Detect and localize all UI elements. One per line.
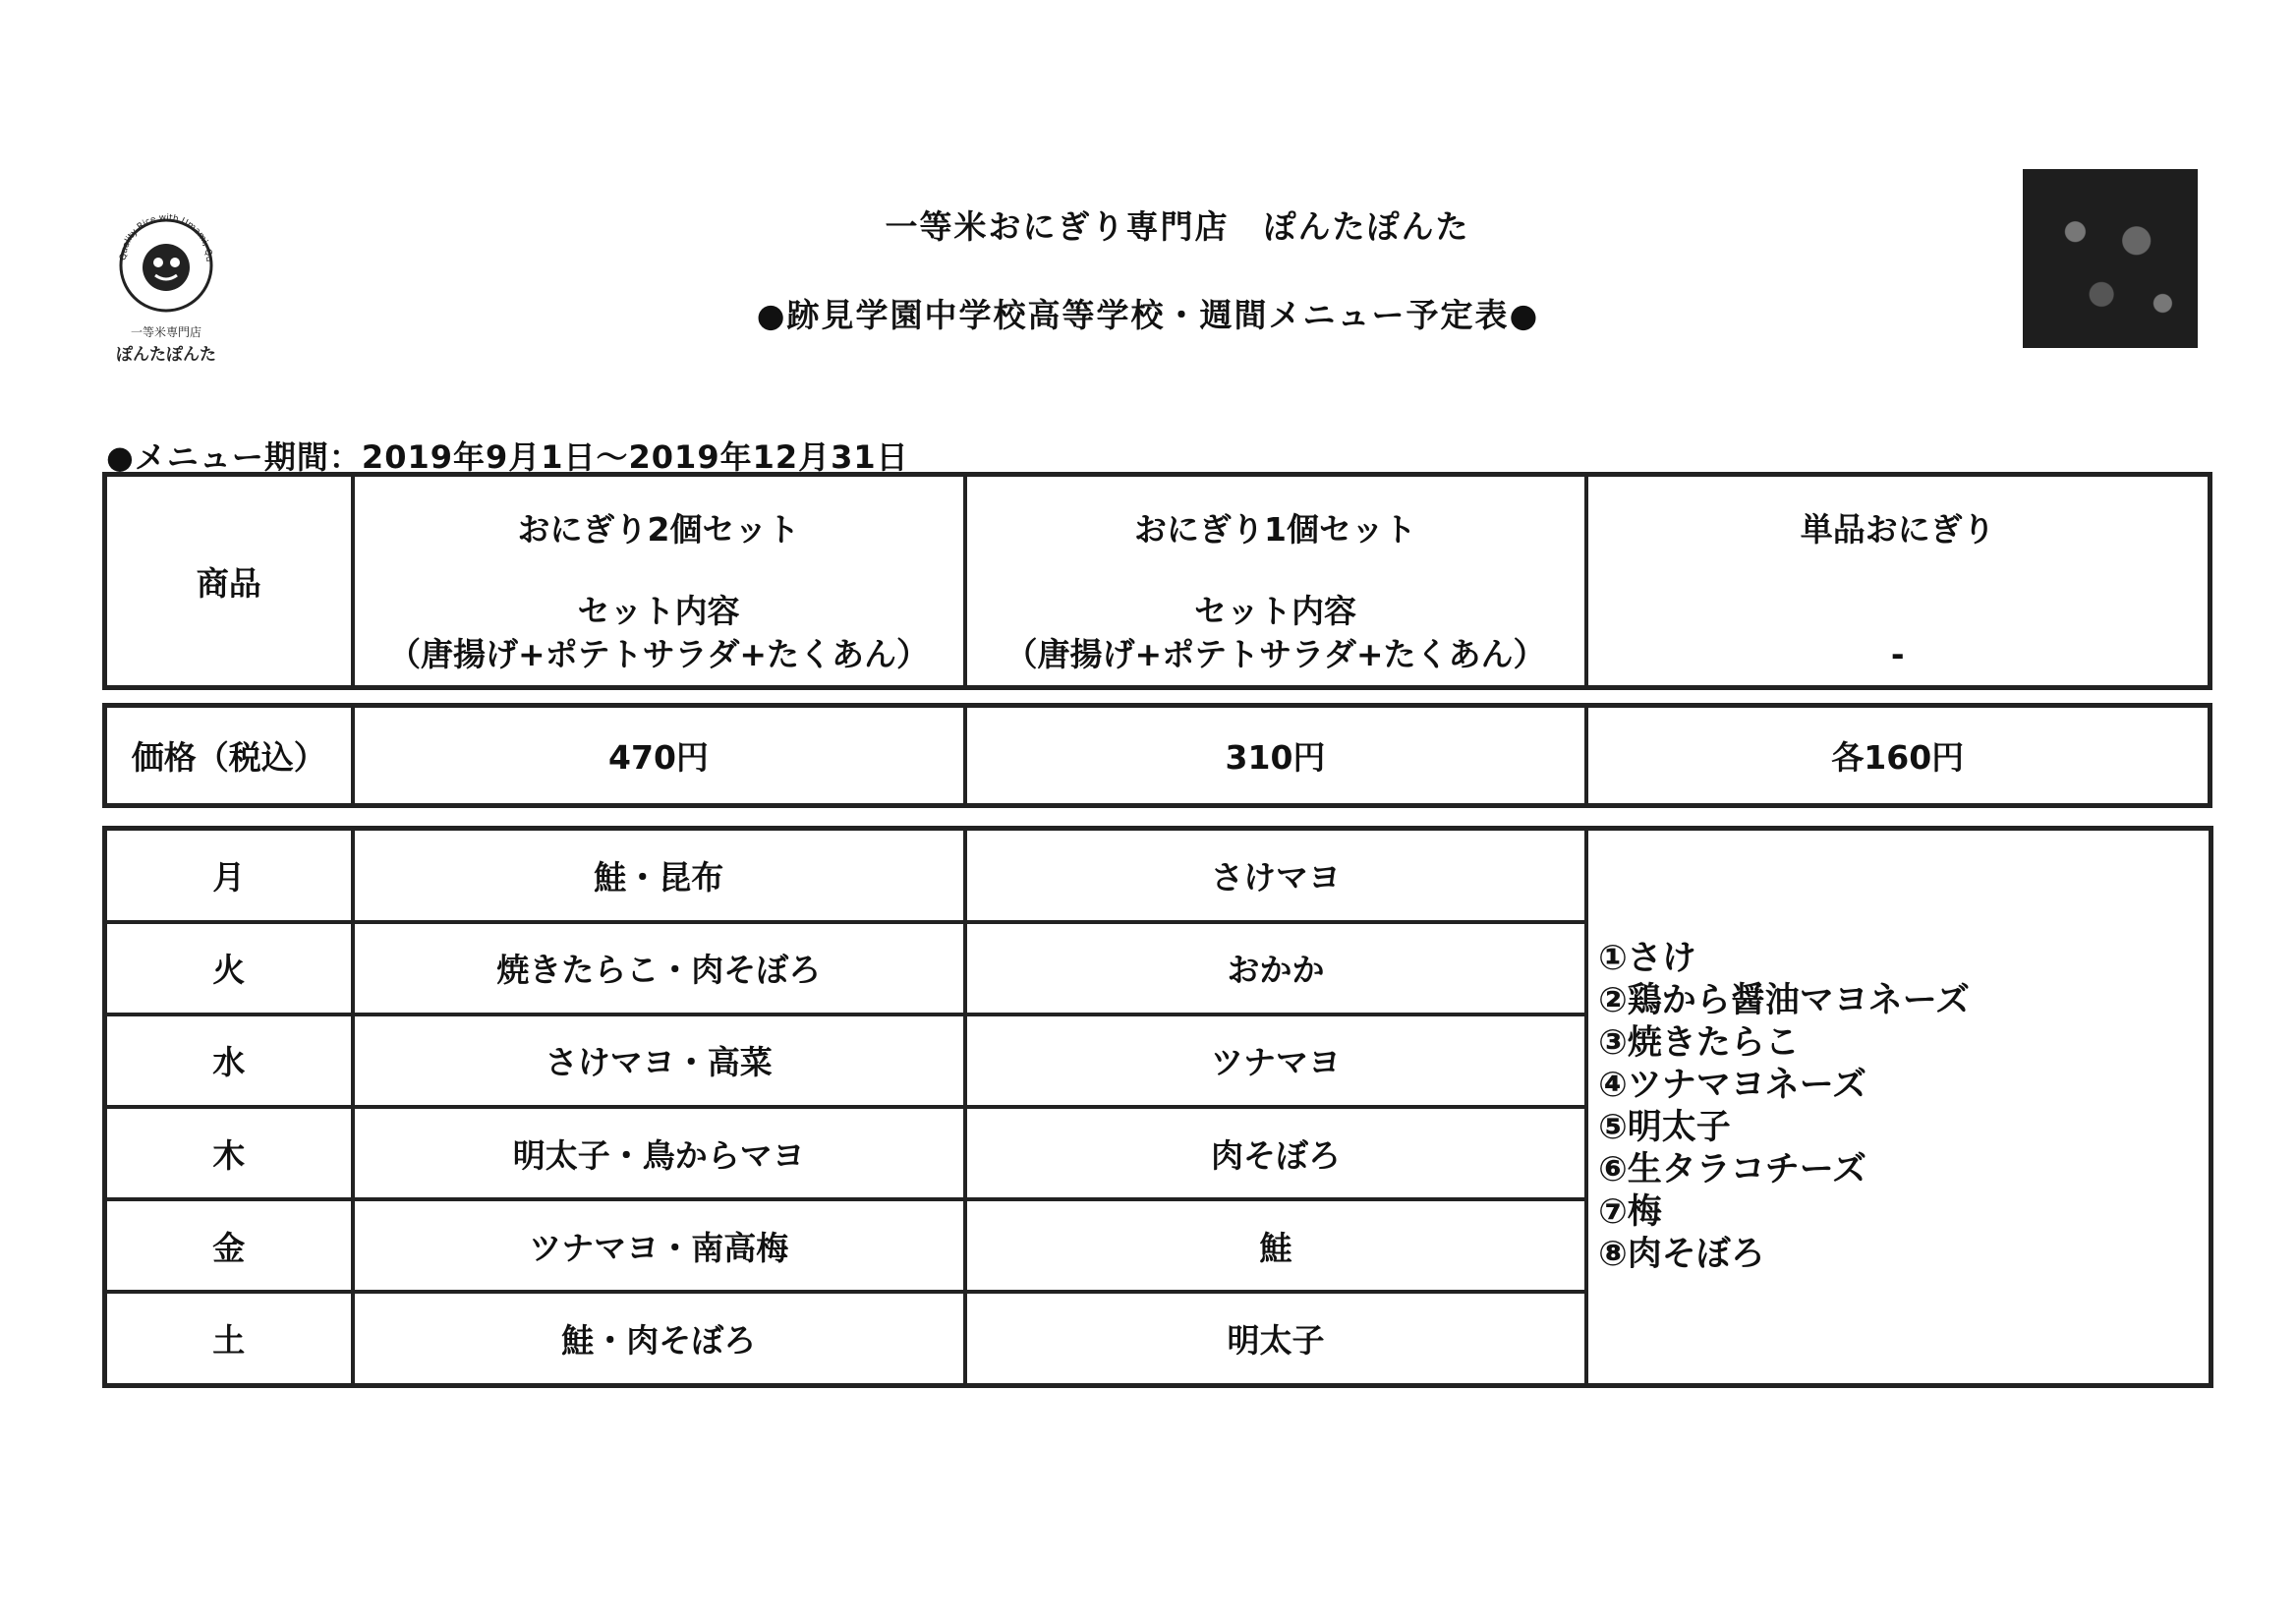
menu-period: ●メニュー期間：2019年9月1日～2019年12月31日 xyxy=(106,438,909,476)
product-detail: （唐揚げ+ポテトサラダ+たくあん） xyxy=(1004,635,1546,673)
logo-circle-text: Quality Rice with Umami, Qu xyxy=(118,212,214,262)
table-row xyxy=(105,829,2211,922)
set1-menu: ツナマヨ xyxy=(965,1014,1586,1107)
list-item: ⑥生タラコチーズ xyxy=(1598,1150,1867,1189)
product-set1-cell xyxy=(965,475,1586,688)
set2-menu: 明太子・鳥からマヨ xyxy=(353,1107,965,1199)
price-value: 310円 xyxy=(965,706,1586,806)
product-detail: - xyxy=(1890,635,1905,673)
product-detail: セット内容 xyxy=(1194,592,1356,630)
set2-menu: 鮭・肉そぼろ xyxy=(353,1292,965,1385)
product-set2-cell xyxy=(353,475,965,688)
set1-menu: 鮭 xyxy=(965,1199,1586,1292)
menu-title: ●跡見学園中学校高等学校・週間メニュー予定表● xyxy=(756,296,1540,334)
set1-menu: 明太子 xyxy=(965,1292,1586,1385)
set2-menu: さけマヨ・高菜 xyxy=(353,1014,965,1107)
set1-menu: おかか xyxy=(965,922,1586,1014)
price-value: 470円 xyxy=(353,706,965,806)
product-detail: （唐揚げ+ポテトサラダ+たくあん） xyxy=(388,635,929,673)
set2-menu: 焼きたらこ・肉そぼろ xyxy=(353,922,965,1014)
product-single-cell xyxy=(1586,475,2210,688)
price-value: 各160円 xyxy=(1586,706,2210,806)
product-name: おにぎり2個セット xyxy=(517,510,800,549)
list-item: ②鶏から醤油マヨネーズ xyxy=(1598,981,1971,1020)
set1-menu: 肉そぼろ xyxy=(965,1107,1586,1199)
day-label: 木 xyxy=(105,1107,353,1199)
list-item: ④ツナマヨネーズ xyxy=(1598,1066,1867,1105)
product-name: 単品おにぎり xyxy=(1800,510,1995,549)
product-header-label: 商品 xyxy=(105,475,353,688)
single-onigiri-list xyxy=(1586,829,2210,1386)
product-name: おにぎり1個セット xyxy=(1134,510,1416,549)
price-table xyxy=(102,703,2212,808)
list-item: ⑦梅 xyxy=(1598,1192,1662,1232)
day-label: 月 xyxy=(105,829,353,922)
set2-menu: 鮭・昆布 xyxy=(353,829,965,922)
product-table xyxy=(102,472,2212,690)
list-item: ③焼きたらこ xyxy=(1598,1023,1800,1063)
schedule-table xyxy=(102,826,2213,1388)
list-item: ⑧肉そぼろ xyxy=(1598,1235,1765,1274)
day-label: 水 xyxy=(105,1014,353,1107)
list-item: ①さけ xyxy=(1598,939,1696,978)
day-label: 土 xyxy=(105,1292,353,1385)
list-item: ⑤明太子 xyxy=(1598,1108,1731,1147)
set2-menu: ツナマヨ・南高梅 xyxy=(353,1199,965,1292)
logo-caption-1: 一等米専門店 xyxy=(130,325,202,339)
product-detail: セット内容 xyxy=(577,592,740,630)
day-label: 金 xyxy=(105,1199,353,1292)
store-title: 一等米おにぎり専門店 ぽんたぽんた xyxy=(885,207,1470,246)
logo-caption-2: ぽんたぽんた xyxy=(116,345,216,365)
set1-menu: さけマヨ xyxy=(965,829,1586,922)
price-label: 価格（税込） xyxy=(105,706,353,806)
day-label: 火 xyxy=(105,922,353,1014)
